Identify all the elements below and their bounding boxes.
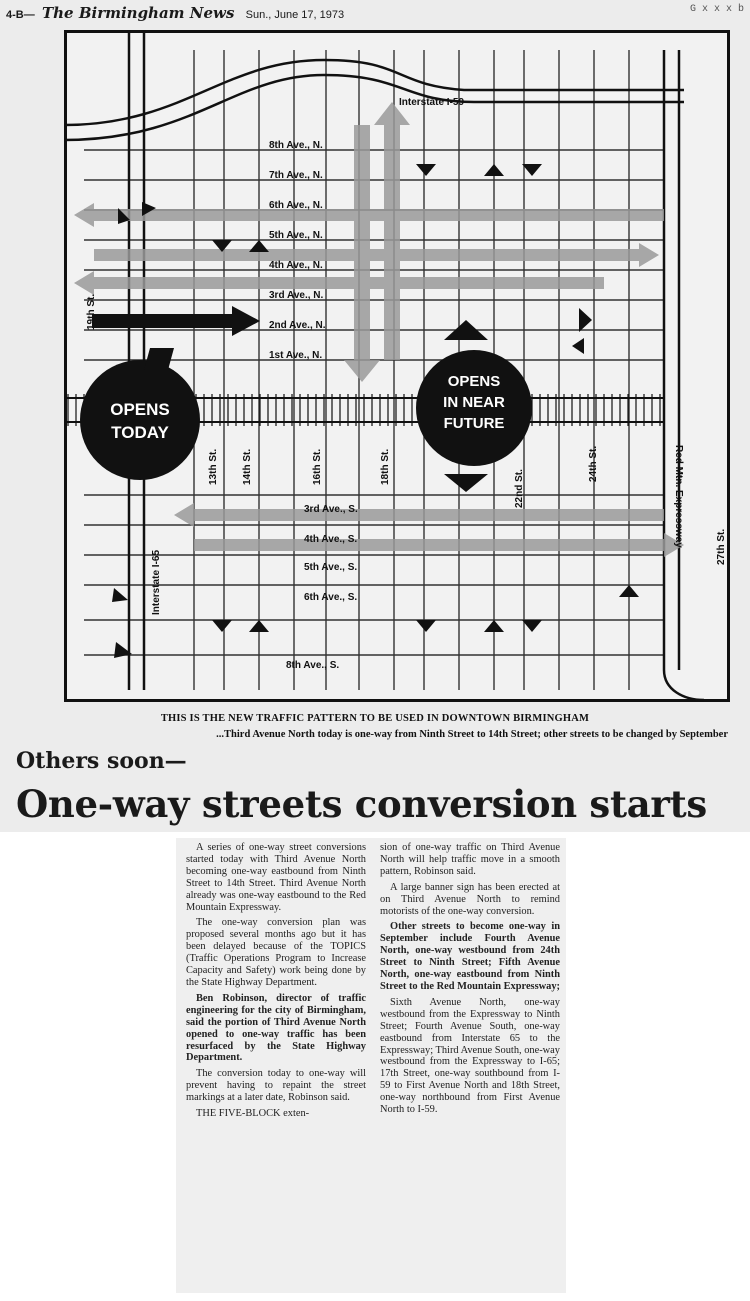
opens-future-line-2: IN NEAR xyxy=(443,394,505,411)
street-label: 27th St. xyxy=(716,528,727,565)
paragraph: The one-way conversion plan was proposed several months ago but it has been delayed because of the TOPICS (Traffic Operations Program to Increase Capacity and Safety) work being done by the State Highway Department. xyxy=(186,917,366,988)
expressway-label: Red Mtn. Expressway xyxy=(673,445,684,548)
route-band xyxy=(94,209,664,221)
paragraph: Sixth Avenue North, one-way westbound from the Expressway to Ninth Street; Fourth Avenue South, one-way eastbound from Interstate 65 to the Expressway; Third Avenue South, one-way westbound from the Expressway to I-65; 17th Street, one-way southbound from I-59 to First Avenue North and 18th Street, one-way northbound from First Avenue North to I-59. xyxy=(380,996,560,1116)
avenue-label: 5th Ave., N. xyxy=(269,230,323,241)
paragraph: Ben Robinson, director of traffic engineering for the city of Birmingham, said the portion of Third Avenue North opened to one-way traffic has been resurfaced by the State Highway Department. xyxy=(186,992,366,1064)
street-label: 14th St. xyxy=(242,448,253,485)
street-label: 13th St. xyxy=(208,448,219,485)
masthead xyxy=(6,4,746,24)
avenue-label: 8th Ave., S. xyxy=(286,660,340,671)
avenue-label: 2nd Ave., N. xyxy=(269,320,326,331)
avenue-label: 4th Ave., S. xyxy=(304,534,358,545)
opens-future-line-3: FUTURE xyxy=(443,415,505,432)
street-label: 18th St. xyxy=(380,448,391,485)
avenue-label: 6th Ave., S. xyxy=(304,592,358,603)
route-band xyxy=(194,509,664,521)
street-label: 16th St. xyxy=(312,448,323,485)
route-band xyxy=(354,125,370,360)
paragraph: The conversion today to one-way will prevent having to repaint the street markings at a later date, Robinson said. xyxy=(186,1068,366,1104)
opens-future-line-1: OPENS xyxy=(447,373,501,390)
map-caption: THIS IS THE NEW TRAFFIC PATTERN TO BE USED IN DOWNTOWN BIRMINGHAM xyxy=(160,713,590,724)
avenue-label: 3rd Ave., N. xyxy=(269,290,324,301)
route-band xyxy=(194,539,664,551)
article-column-right xyxy=(380,842,560,1120)
interstate-65-label: Interstate I-65 xyxy=(151,549,162,615)
kicker: Others soon— xyxy=(16,748,187,774)
paragraph: A large banner sign has been erected at on Third Avenue North to remind motorists of the one-way conversion. xyxy=(380,881,560,917)
interstate-59-label: Interstate I-59 xyxy=(399,97,465,108)
headline: One-way streets conversion starts xyxy=(16,782,707,826)
map-subcaption: ...Third Avenue North today is one-way from Ninth Street to 14th Street; other streets to be changed by September xyxy=(216,729,728,740)
avenue-label: 3rd Ave., S. xyxy=(304,504,358,515)
avenue-label: 6th Ave., N. xyxy=(269,200,323,211)
ninth-street-label: 19th St. xyxy=(86,293,97,330)
opens-today-line-1: OPENS xyxy=(110,400,170,419)
avenue-label: 4th Ave., N. xyxy=(269,260,323,271)
avenue-label: 8th Ave., N. xyxy=(269,140,323,151)
article-body xyxy=(176,838,566,1293)
edition-code: G x x x b xyxy=(689,4,744,15)
traffic-map-drawing xyxy=(64,30,730,702)
avenue-label: 5th Ave., S. xyxy=(304,562,358,573)
page-number: 4-B— xyxy=(6,9,35,21)
avenue-label: 1st Ave., N. xyxy=(269,350,323,361)
paragraph: Other streets to become one-way in September include Fourth Avenue North, one-way westbound from 24th Street to Ninth Street; Fifth Avenue North, one-way eastbound from Ninth Street to the Red Mountain Expressway; xyxy=(380,921,560,992)
article-column-left xyxy=(186,842,366,1124)
opens-today-line-2: TODAY xyxy=(111,423,169,442)
paragraph: A series of one-way street conversions started today with Third Avenue North becoming one-way eastbound from Ninth Street to 14th Street. Third Avenue North already was one-way eastbound to the Red Mountain Expressway. xyxy=(186,842,366,913)
paragraph: THE FIVE-BLOCK exten- xyxy=(196,1108,310,1120)
newspaper-name: The Birmingham News xyxy=(41,4,235,22)
route-band xyxy=(94,277,604,289)
route-band xyxy=(384,125,400,360)
paragraph: sion of one-way traffic on Third Avenue North will help traffic move in a smooth pattern, Robinson said. xyxy=(380,842,560,877)
avenue-label: 7th Ave., N. xyxy=(269,170,323,181)
issue-date: Sun., June 17, 1973 xyxy=(245,9,345,21)
street-label: 24th St. xyxy=(588,445,599,482)
traffic-map xyxy=(64,30,730,702)
street-label: 22nd St. xyxy=(514,469,525,508)
